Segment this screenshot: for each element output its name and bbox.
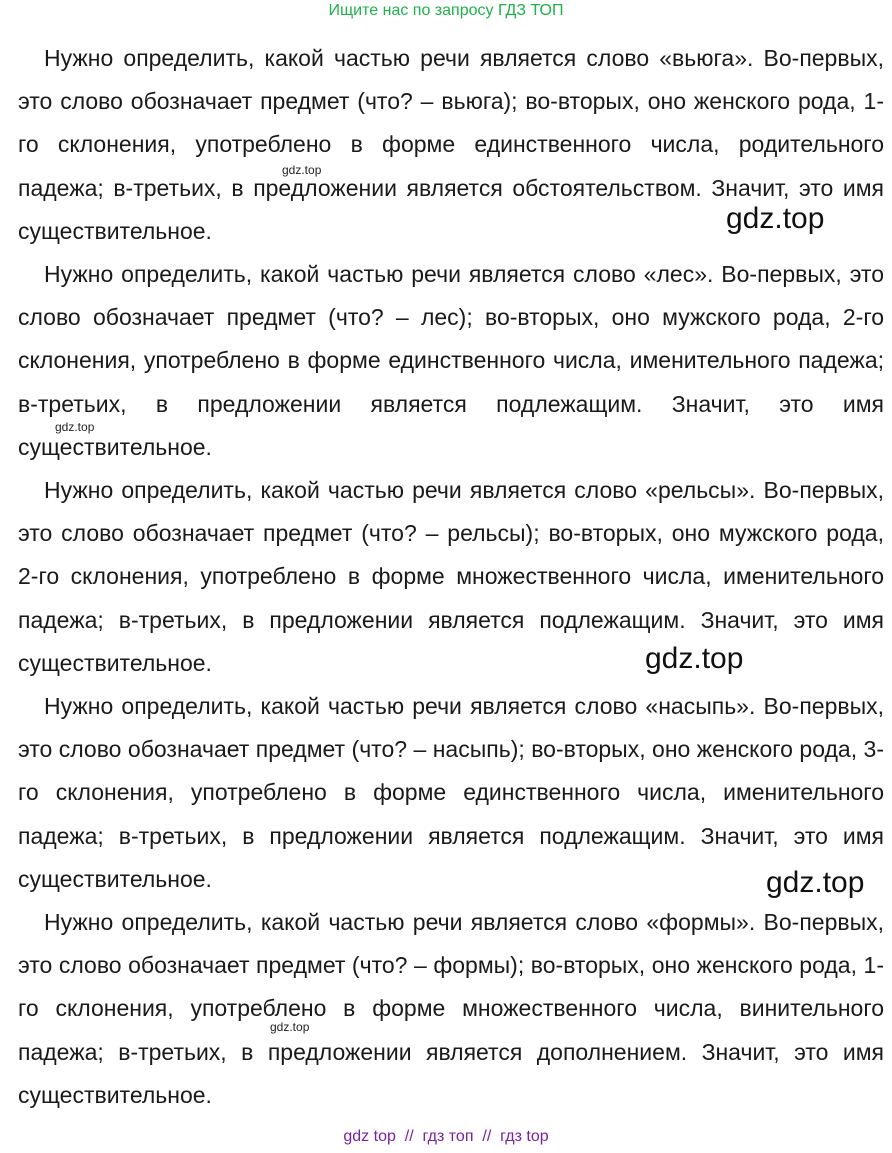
- paragraph-nasyp: Нужно определить, какой частью речи является слово «насыпь». Во-первых, это слово обозначает предмет (что? – насыпь); во-вторых, оно женского рода, 3-го склонения, употреблено в форме единственного числа, именительного падежа; в-третьих, в предложении является подлежащим. Значит, это имя существительное.: [18, 693, 884, 892]
- answer-text: [18, 37, 884, 1117]
- watermark-large: gdz.top: [645, 642, 744, 675]
- clipped-text-fragment: [120, 0, 220, 5]
- watermark-large: gdz.top: [766, 866, 865, 899]
- paragraph-les: Нужно определить, какой частью речи является слово «лес». Во-первых, это слово обозначает предмет (что? – лес); во-вторых, оно мужского рода, 2-го склонения, употреблено в форме единственного числа, именительного падежа; в-третьих, в предложении является подлежащим. Значит, это имя существительное.: [18, 261, 884, 460]
- watermark-small: gdz.top: [55, 420, 95, 434]
- paragraph-relsy: Нужно определить, какой частью речи является слово «рельсы». Во-первых, это слово обозначает предмет (что? – рельсы); во-вторых, оно мужского рода, 2-го склонения, употреблено в форме множественного числа, именительного падежа; в-третьих, в предложении является подлежащим. Значит, это имя существительное.: [18, 477, 884, 676]
- watermark-small: gdz.top: [270, 1020, 310, 1034]
- top-banner: Ищите нас по запросу ГДЗ ТОП: [328, 2, 564, 19]
- footer-watermark: gdz top // гдз топ // гдз top: [343, 1128, 549, 1145]
- paragraph-formy: Нужно определить, какой частью речи является слово «формы». Во-первых, это слово обозначает предмет (что? – формы); во-вторых, оно женского рода, 1-го склонения, употреблено в форме множественного числа, винительного падежа; в-третьих, в предложении является дополнением. Значит, это имя существительное.: [18, 909, 884, 1108]
- paragraph-vyuga: Нужно определить, какой частью речи является слово «вьюга». Во-первых, это слово обозначает предмет (что? – вьюга); во-вторых, оно женского рода, 1-го склонения, употреблено в форме единственного числа, родительного падежа; в-третьих, в предложении является обстоятельством. Значит, это имя существительное.: [18, 45, 884, 244]
- watermark-small: gdz.top: [282, 163, 322, 177]
- watermark-large: gdz.top: [726, 202, 825, 235]
